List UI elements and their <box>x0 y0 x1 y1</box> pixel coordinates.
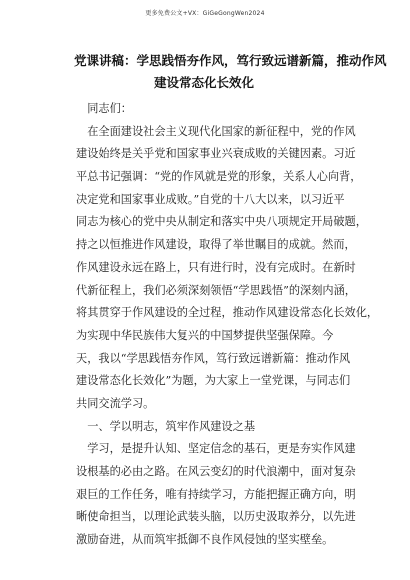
document-body <box>76 98 379 552</box>
title-line-1: 党课讲稿：学思践悟夯作风，笃行致远谱新篇，推动作风 <box>74 53 387 68</box>
body-line: 激励奋进，从而筑牢抵御不良作风侵蚀的坚实壁垒。 <box>76 533 334 547</box>
body-line: 同志为核心的党中央从制定和落实中央八项规定开局破题， <box>76 215 367 229</box>
body-line: 天，我以“学思践悟夯作风，笃行致远谱新篇：推动作风 <box>76 351 351 365</box>
body-line: 持之以恒推进作风建设，取得了举世瞩目的成就。然而， <box>76 238 356 252</box>
title-line-2: 建设常态化长效化 <box>154 75 255 90</box>
body-line: 在全面建设社会主义现代化国家的新征程中，党的作风 <box>76 124 356 138</box>
body-line: 平总书记强调：“党的作风就是党的形象，关系人心向背， <box>76 170 362 184</box>
body-line: 作风建设永远在路上，只有进行时，没有完成时。在新时 <box>76 260 356 274</box>
body-line: 同志们： <box>76 102 132 115</box>
body-line: 建设始终是关乎党和国家事业兴衰成败的关键因素。习近 <box>76 147 356 161</box>
header-watermark: 更多免费公文+VX：GiGeGongWen2024 <box>145 10 265 17</box>
body-line: 为实现中华民族伟大复兴的中国梦提供坚强保障。今 <box>76 328 334 342</box>
body-line: 晰使命担当，以理论武装头脑，以历史汲取养分，以先进 <box>76 510 356 524</box>
document-title <box>74 50 387 94</box>
body-line: 建设常态化长效化”为题，为大家上一堂党课，与同志们 <box>76 374 351 388</box>
section-heading: 一、学以明志，筑牢作风建设之基 <box>76 419 256 433</box>
body-line: 学习，是提升认知、坚定信念的基石，更是夯实作风建 <box>76 442 356 456</box>
body-line: 设根基的必由之路。在风云变幻的时代浪潮中，面对复杂 <box>76 465 356 478</box>
body-line: 代新征程上，我们必须深刻领悟“学思践悟”的深刻内涵， <box>76 283 356 297</box>
body-line: 艰巨的工作任务，唯有持续学习，方能把握正确方向，明 <box>76 487 356 501</box>
body-line: 将其贯穿于作风建设的全过程，推动作风建设常态化长效化， <box>76 306 379 320</box>
body-line: 共同交流学习。 <box>76 396 155 410</box>
body-line: 决定党和国家事业成败。”自党的十八大以来，以习近平 <box>76 192 345 206</box>
